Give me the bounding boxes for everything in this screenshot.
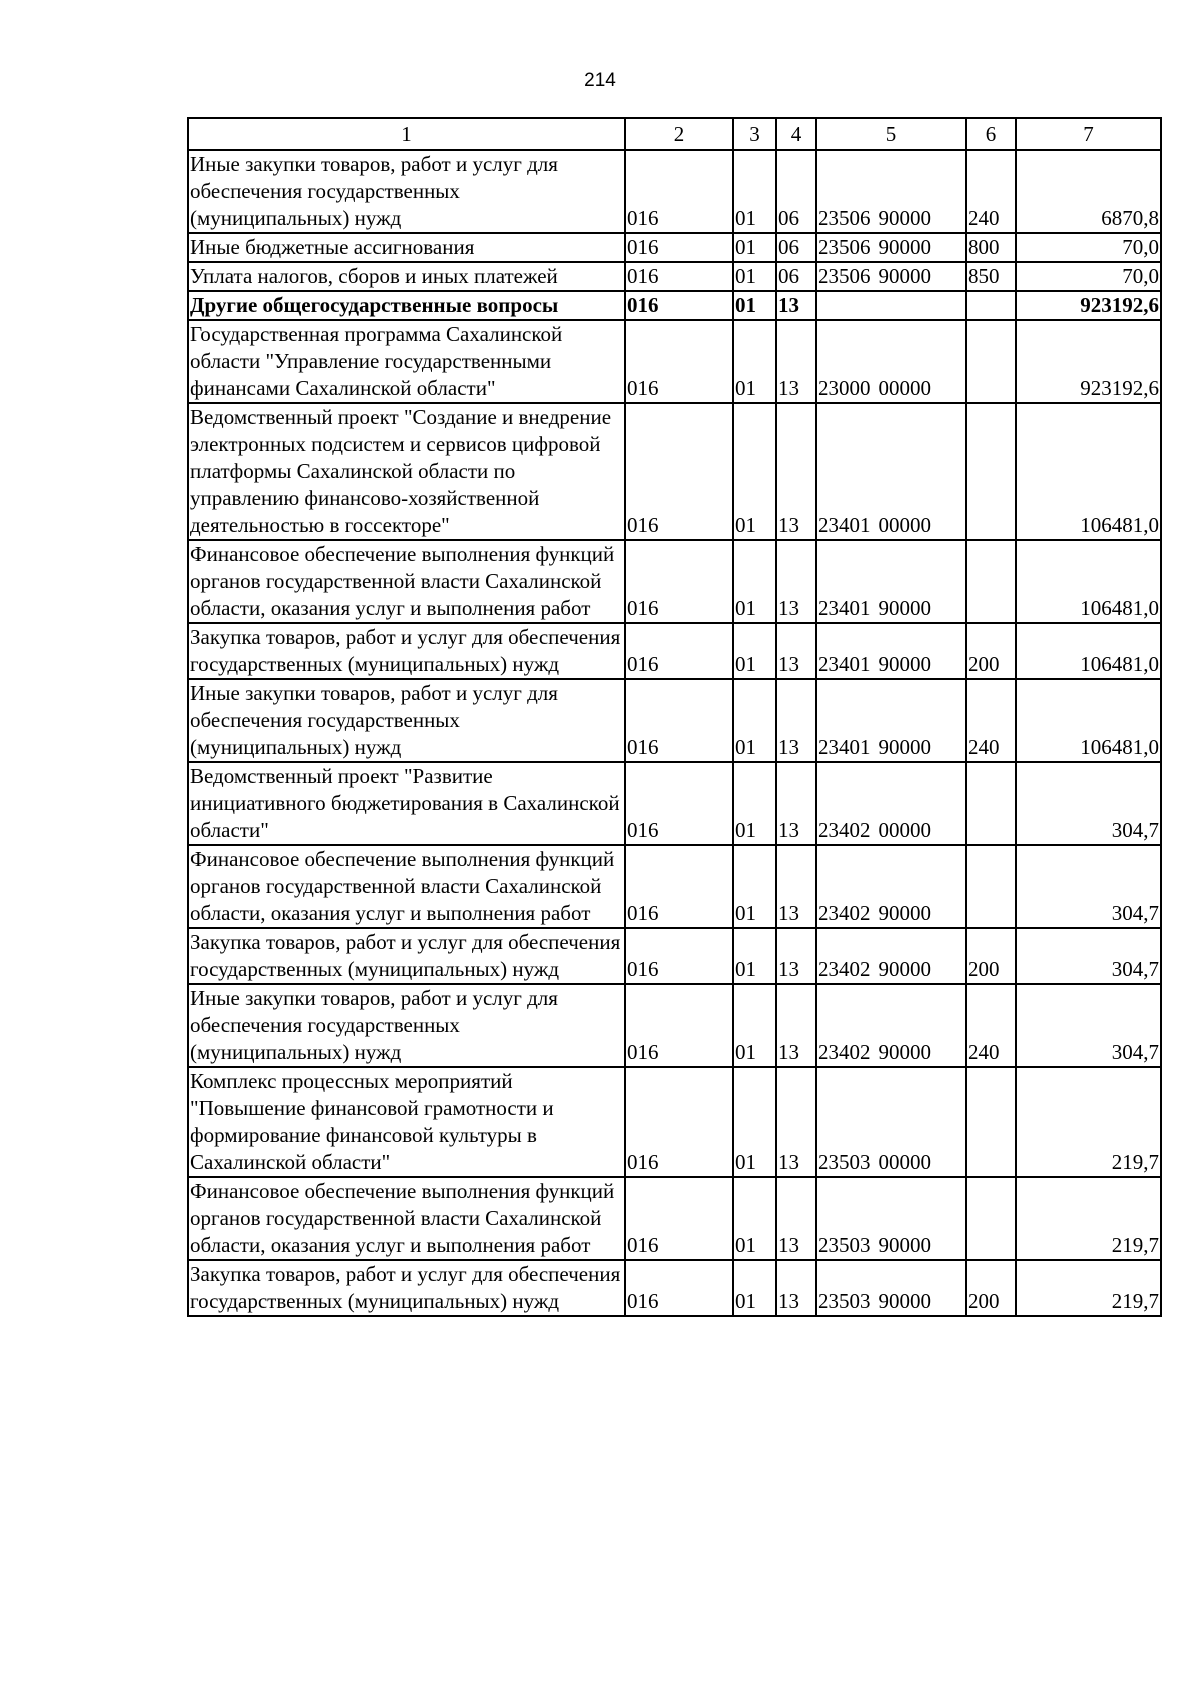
table-row	[188, 623, 1161, 679]
row-code-6: 240	[966, 150, 1016, 233]
row-code-2: 016	[625, 762, 733, 845]
row-code-4: 13	[776, 403, 816, 540]
row-code-5	[816, 403, 966, 540]
row-code-5-direction: 00000	[878, 376, 931, 400]
header-cell-6: 6	[966, 118, 1016, 150]
row-code-2: 016	[625, 1260, 733, 1316]
table-row	[188, 1260, 1161, 1316]
row-code-5	[816, 845, 966, 928]
row-amount: 219,7	[1016, 1177, 1161, 1260]
row-amount: 923192,6	[1016, 320, 1161, 403]
row-code-4: 13	[776, 540, 816, 623]
row-name: Другие общегосударственные вопросы	[188, 291, 625, 320]
budget-table	[187, 117, 1162, 1317]
row-name: Иные закупки товаров, работ и услуг для обеспечения государственных (муниципальных) нужд	[188, 984, 625, 1067]
row-amount: 106481,0	[1016, 403, 1161, 540]
row-code-5	[816, 320, 966, 403]
row-code-3: 01	[733, 540, 776, 623]
row-code-5-direction: 00000	[878, 818, 931, 842]
row-code-3: 01	[733, 762, 776, 845]
row-code-2: 016	[625, 150, 733, 233]
table-row	[188, 1177, 1161, 1260]
row-code-6: 200	[966, 1260, 1016, 1316]
row-code-2: 016	[625, 262, 733, 291]
table-row	[188, 291, 1161, 320]
row-amount: 70,0	[1016, 233, 1161, 262]
row-code-5-direction: 90000	[878, 235, 931, 259]
row-name: Иные бюджетные ассигнования	[188, 233, 625, 262]
row-code-5	[816, 540, 966, 623]
header-row	[188, 118, 1161, 150]
row-code-6	[966, 845, 1016, 928]
row-code-6	[966, 291, 1016, 320]
row-code-5-direction: 90000	[878, 1233, 931, 1257]
row-code-2: 016	[625, 233, 733, 262]
row-code-2: 016	[625, 1067, 733, 1177]
row-amount: 6870,8	[1016, 150, 1161, 233]
row-code-5	[816, 623, 966, 679]
table-row	[188, 540, 1161, 623]
row-code-6	[966, 1177, 1016, 1260]
header-cell-3: 3	[733, 118, 776, 150]
row-code-5-program: 23401	[818, 596, 871, 620]
row-code-4: 06	[776, 150, 816, 233]
row-code-5-program: 23506	[818, 264, 871, 288]
row-code-5	[816, 984, 966, 1067]
row-code-4: 13	[776, 1067, 816, 1177]
row-code-6: 200	[966, 928, 1016, 984]
table-row	[188, 984, 1161, 1067]
row-name: Финансовое обеспечение выполнения функций органов государственной власти Сахалинской области, оказания услуг и выполнения работ	[188, 845, 625, 928]
row-code-5-program: 23402	[818, 1040, 871, 1064]
row-name: Иные закупки товаров, работ и услуг для обеспечения государственных (муниципальных) нужд	[188, 679, 625, 762]
row-code-5-program: 23506	[818, 235, 871, 259]
row-code-3: 01	[733, 150, 776, 233]
row-code-3: 01	[733, 984, 776, 1067]
row-amount: 70,0	[1016, 262, 1161, 291]
row-code-6: 850	[966, 262, 1016, 291]
table-row	[188, 262, 1161, 291]
table-row	[188, 1067, 1161, 1177]
header-cell-7: 7	[1016, 118, 1161, 150]
row-code-5	[816, 262, 966, 291]
row-code-5-program: 23503	[818, 1150, 871, 1174]
row-code-3: 01	[733, 623, 776, 679]
row-code-4: 06	[776, 262, 816, 291]
row-amount: 304,7	[1016, 984, 1161, 1067]
row-code-3: 01	[733, 403, 776, 540]
row-amount: 923192,6	[1016, 291, 1161, 320]
table-row	[188, 845, 1161, 928]
row-code-5	[816, 1067, 966, 1177]
row-name: Закупка товаров, работ и услуг для обеспечения государственных (муниципальных) нужд	[188, 928, 625, 984]
row-code-2: 016	[625, 291, 733, 320]
table-row	[188, 403, 1161, 540]
row-code-4: 13	[776, 928, 816, 984]
table-row	[188, 233, 1161, 262]
row-name: Ведомственный проект "Создание и внедрение электронных подсистем и сервисов цифровой платформы Сахалинской области по управлению финансово-хозяйственной деятельностью в госсекторе"	[188, 403, 625, 540]
row-code-6: 200	[966, 623, 1016, 679]
row-code-3: 01	[733, 291, 776, 320]
row-code-2: 016	[625, 1177, 733, 1260]
row-code-5-program: 23402	[818, 818, 871, 842]
row-code-4: 13	[776, 679, 816, 762]
row-code-3: 01	[733, 262, 776, 291]
header-cell-4: 4	[776, 118, 816, 150]
row-code-6	[966, 1067, 1016, 1177]
row-code-6	[966, 403, 1016, 540]
row-code-4: 13	[776, 984, 816, 1067]
table-row	[188, 928, 1161, 984]
row-code-3: 01	[733, 1260, 776, 1316]
row-code-5-direction: 00000	[878, 1150, 931, 1174]
row-code-5	[816, 1177, 966, 1260]
row-code-5-program: 23402	[818, 957, 871, 981]
row-code-5-direction: 90000	[878, 901, 931, 925]
row-code-5	[816, 150, 966, 233]
header-cell-2: 2	[625, 118, 733, 150]
row-code-2: 016	[625, 984, 733, 1067]
row-code-3: 01	[733, 679, 776, 762]
row-code-5-program: 23401	[818, 735, 871, 759]
row-code-4: 13	[776, 1260, 816, 1316]
row-name: Государственная программа Сахалинской области "Управление государственными финансами Сахалинской области"	[188, 320, 625, 403]
row-code-3: 01	[733, 845, 776, 928]
row-amount: 304,7	[1016, 762, 1161, 845]
row-code-6	[966, 762, 1016, 845]
row-code-4: 13	[776, 845, 816, 928]
row-name: Финансовое обеспечение выполнения функций органов государственной власти Сахалинской области, оказания услуг и выполнения работ	[188, 1177, 625, 1260]
row-code-5-direction: 90000	[878, 596, 931, 620]
table-row	[188, 762, 1161, 845]
header-cell-5: 5	[816, 118, 966, 150]
row-code-6: 240	[966, 984, 1016, 1067]
row-code-5-direction: 90000	[878, 1289, 931, 1313]
row-code-5	[816, 1260, 966, 1316]
row-code-5	[816, 233, 966, 262]
row-code-3: 01	[733, 233, 776, 262]
row-code-5-direction: 90000	[878, 652, 931, 676]
row-code-6: 800	[966, 233, 1016, 262]
row-code-5-program: 23506	[818, 206, 871, 230]
row-name: Уплата налогов, сборов и иных платежей	[188, 262, 625, 291]
row-code-3: 01	[733, 320, 776, 403]
page-number: 214	[584, 70, 616, 91]
row-amount: 219,7	[1016, 1067, 1161, 1177]
row-name: Иные закупки товаров, работ и услуг для обеспечения государственных (муниципальных) нужд	[188, 150, 625, 233]
row-code-5-direction: 90000	[878, 206, 931, 230]
row-amount: 106481,0	[1016, 679, 1161, 762]
row-code-4: 13	[776, 623, 816, 679]
row-code-5-program: 23000	[818, 376, 871, 400]
header-cell-1: 1	[188, 118, 625, 150]
row-code-3: 01	[733, 1177, 776, 1260]
row-code-5	[816, 928, 966, 984]
table-row	[188, 320, 1161, 403]
row-code-5-direction: 00000	[878, 513, 931, 537]
row-code-5-direction: 90000	[878, 264, 931, 288]
row-name: Закупка товаров, работ и услуг для обеспечения государственных (муниципальных) нужд	[188, 1260, 625, 1316]
row-amount: 106481,0	[1016, 540, 1161, 623]
row-name: Финансовое обеспечение выполнения функций органов государственной власти Сахалинской области, оказания услуг и выполнения работ	[188, 540, 625, 623]
row-code-2: 016	[625, 320, 733, 403]
row-code-3: 01	[733, 928, 776, 984]
row-code-5-direction: 90000	[878, 1040, 931, 1064]
row-amount: 219,7	[1016, 1260, 1161, 1316]
row-code-2: 016	[625, 928, 733, 984]
row-code-5-program: 23503	[818, 1289, 871, 1313]
row-amount: 304,7	[1016, 845, 1161, 928]
row-code-5	[816, 679, 966, 762]
row-code-4: 13	[776, 320, 816, 403]
row-amount: 304,7	[1016, 928, 1161, 984]
row-code-2: 016	[625, 403, 733, 540]
row-name: Ведомственный проект "Развитие инициативного бюджетирования в Сахалинской области"	[188, 762, 625, 845]
row-code-2: 016	[625, 845, 733, 928]
row-code-2: 016	[625, 540, 733, 623]
row-code-2: 016	[625, 679, 733, 762]
row-code-5-program: 23402	[818, 901, 871, 925]
row-code-5-direction: 90000	[878, 735, 931, 759]
row-code-6: 240	[966, 679, 1016, 762]
row-code-5	[816, 291, 966, 320]
row-code-5-program: 23503	[818, 1233, 871, 1257]
row-code-5-program: 23401	[818, 513, 871, 537]
row-name: Комплекс процессных мероприятий "Повышение финансовой грамотности и формирование финансовой культуры в Сахалинской области"	[188, 1067, 625, 1177]
table-row	[188, 679, 1161, 762]
row-code-6	[966, 540, 1016, 623]
row-amount: 106481,0	[1016, 623, 1161, 679]
row-code-5	[816, 762, 966, 845]
row-name: Закупка товаров, работ и услуг для обеспечения государственных (муниципальных) нужд	[188, 623, 625, 679]
row-code-4: 13	[776, 1177, 816, 1260]
row-code-6	[966, 320, 1016, 403]
row-code-5-program: 23401	[818, 652, 871, 676]
table-row	[188, 150, 1161, 233]
row-code-3: 01	[733, 1067, 776, 1177]
row-code-2: 016	[625, 623, 733, 679]
row-code-4: 13	[776, 762, 816, 845]
row-code-4: 06	[776, 233, 816, 262]
row-code-4: 13	[776, 291, 816, 320]
row-code-5-direction: 90000	[878, 957, 931, 981]
